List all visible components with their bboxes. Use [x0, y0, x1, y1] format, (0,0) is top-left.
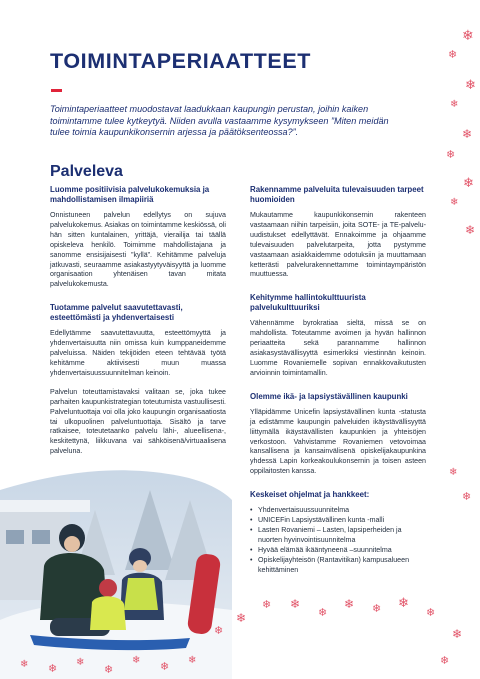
- snowflake-icon: ❄: [448, 49, 458, 61]
- subsection-heading: Tuotamme palvelut saavutettavasti, esteettömästi ja yhdenvertaisesti: [50, 303, 183, 323]
- subsection: [250, 392, 426, 477]
- paragraph: Edellytämme saavutettavuutta, esteettömyyttä ja yhdenvertaisuutta niin omissa kuin kumppaneidemme palveluissa. Näiden tekijöiden eteen tehtävää työtä kehitämme aktiivisesti muun muassa yhdenvertaisuussuunnitelman keinoin.: [50, 329, 226, 377]
- page-title: TOIMINTAPERIAATTEET: [50, 49, 312, 73]
- paragraph: Vähennämme byrokratiaa sieltä, missä se on mahdollista. Toteutamme avoimen ja hyvän hallinnon periaatteita sekä parannamme hallinnon asiakasystävällisyyttä esimerkiksi viestinnän keinoin. Luomme Rovaniemelle sopivan ennakkovaikutusten arvioinnin toimintamallin.: [250, 319, 426, 377]
- subsection: [250, 293, 426, 378]
- sledding-photo: [0, 470, 232, 679]
- snowflake-icon: ❄: [450, 197, 459, 208]
- list-item: • UNICEFin Lapsiystävällinen kunta -malli: [250, 516, 426, 526]
- paragraph: Onnistuneen palvelun edellytys on sujuva palvelukokemus. Asiakas on toimintamme keskiössä, oli hän sitten kuntalainen, yrittäjä, vierailija tai täällä opiskeleva henkilö. Toimimme mahdollistajana ja sanomme ensisijaisesti ”kyllä”. Kehitämme palveluja jatkuvasti, seuraamme asiakastyytyväisyyttä ja luomme organisaation yhtenäisen tavan mitata palvelukokemusta.: [50, 211, 226, 289]
- snowflake-icon: ❄: [462, 127, 473, 141]
- snowflake-icon: ❄: [426, 607, 436, 619]
- programs-box: [250, 490, 426, 575]
- snowflake-icon: ❄: [188, 655, 197, 666]
- subsection-heading: Rakennamme palveluita tulevaisuuden tarpeet huomioiden: [250, 185, 424, 204]
- snowflake-icon: ❄: [398, 595, 409, 610]
- snowflake-icon: ❄: [318, 607, 328, 619]
- snowflake-icon: ❄: [344, 597, 355, 611]
- snowflake-icon: ❄: [440, 655, 450, 667]
- right-column: [250, 185, 426, 588]
- intro-text: Toimintaperiaatteet muodostavat laadukkaan kaupungin perustan, joihin kaiken toimintamme tulee kytkeytyä. Niiden avulla vastaamme kysymykseen ”Miten meidän tulee toimia kaupunkikonsernin arjessa ja päätöksenteossa?”.: [50, 104, 389, 138]
- section-title: Palveleva: [50, 163, 123, 180]
- title-accent-dash: [51, 89, 62, 92]
- snowflake-icon: ❄: [236, 611, 247, 625]
- snowflake-icon: ❄: [372, 603, 382, 615]
- snowflake-icon: ❄: [160, 661, 170, 673]
- snowflake-icon: ❄: [462, 491, 472, 503]
- snowflake-icon: ❄: [290, 597, 301, 611]
- snowflake-icon: ❄: [462, 27, 474, 43]
- subsection: [250, 185, 426, 280]
- subsection-heading: Luomme positiivisia palvelukokemuksia ja mahdollistamisen ilmapiiriä: [50, 185, 210, 204]
- snowflake-icon: ❄: [76, 657, 85, 668]
- paragraph: Ylläpidämme Unicefin lapsiystävällinen kunta -statusta ja edistämme kaupungin palveluiden ikäystävällisyyttä liittymällä ikäystävällisten kaupunkien ja yhteisöjen verkostoon. Vahvistamme Rovaniemen vetovoimaa kansallisena ja kansainvälisenä opiskelijakaupunkina yhdessä Lapin korkeakoulukonsernin ja toisen asteen oppilaitosten kanssa.: [250, 407, 426, 476]
- subsection-heading: Olemme ikä- ja lapsiystävällinen kaupunki: [250, 391, 408, 401]
- programs-heading: Keskeiset ohjelmat ja hankkeet:: [250, 490, 370, 500]
- left-column: [50, 185, 226, 470]
- list-item: • Opiskelijayhteisön (Rantavitikan) kampusalueen kehittäminen: [250, 556, 426, 576]
- snowflake-icon: ❄: [214, 625, 224, 637]
- list-item: • Yhdenvertaisuussuunnitelma: [250, 506, 426, 516]
- subsection: [50, 185, 226, 290]
- paragraph: Mukautamme kaupunkikonsernin rakenteen vastaamaan niihin tarpeisiin, joita SOTE- ja TE-palvelu-uudistukset edellyttävät. Ennakoimme ja ohjaamme tulevaisuuden palvelutarpeita, jotta pystymme vastaamaan asiakkaidemme odotuksiin ja muuttamaan ketterästi palvelurakennettamme toimintaympäristön muuttuessa.: [250, 211, 426, 279]
- snowflake-icon: ❄: [262, 599, 272, 611]
- snowflake-icon: ❄: [465, 223, 476, 237]
- paragraph: Palvelun toteuttamistavaksi valitaan se, joka tukee parhaiten kaupunkistrategian toteutumista vastuullisesti. Palveluntuottaja voi olla joko kaupungin organisaatiosta tai ulkopuolinen palveluntuottaja. Sisältö ja tarve ratkaisee, toteutetaanko palvelu lähi-, alueellisena-, keskitettynä, liikkuvana vai sähköisenä/virtuaalisena palveluna.: [50, 387, 226, 456]
- snowflake-icon: ❄: [48, 663, 58, 675]
- snowflake-icon: ❄: [463, 175, 474, 190]
- snowflake-icon: ❄: [449, 467, 458, 478]
- subsection-heading: Kehitymme hallintokulttuurista palvelukulttuuriksi: [250, 293, 366, 313]
- snowflake-icon: ❄: [446, 149, 456, 161]
- snowflake-icon: ❄: [465, 77, 476, 92]
- list-item: • Lasten Rovaniemi – Lasten, lapsiperheiden ja nuorten hyvinvointisuunnitelma: [250, 526, 426, 546]
- snowflake-icon: ❄: [104, 664, 114, 676]
- list-item: • Hyvää elämää ikääntyneenä –suunnitelma: [250, 546, 426, 556]
- snowflake-icon: ❄: [450, 99, 459, 110]
- programs-list: [250, 506, 426, 575]
- snowflake-icon: ❄: [132, 655, 141, 666]
- snowflake-icon: ❄: [452, 627, 463, 641]
- subsection: [50, 303, 226, 457]
- snowflake-icon: ❄: [20, 659, 29, 670]
